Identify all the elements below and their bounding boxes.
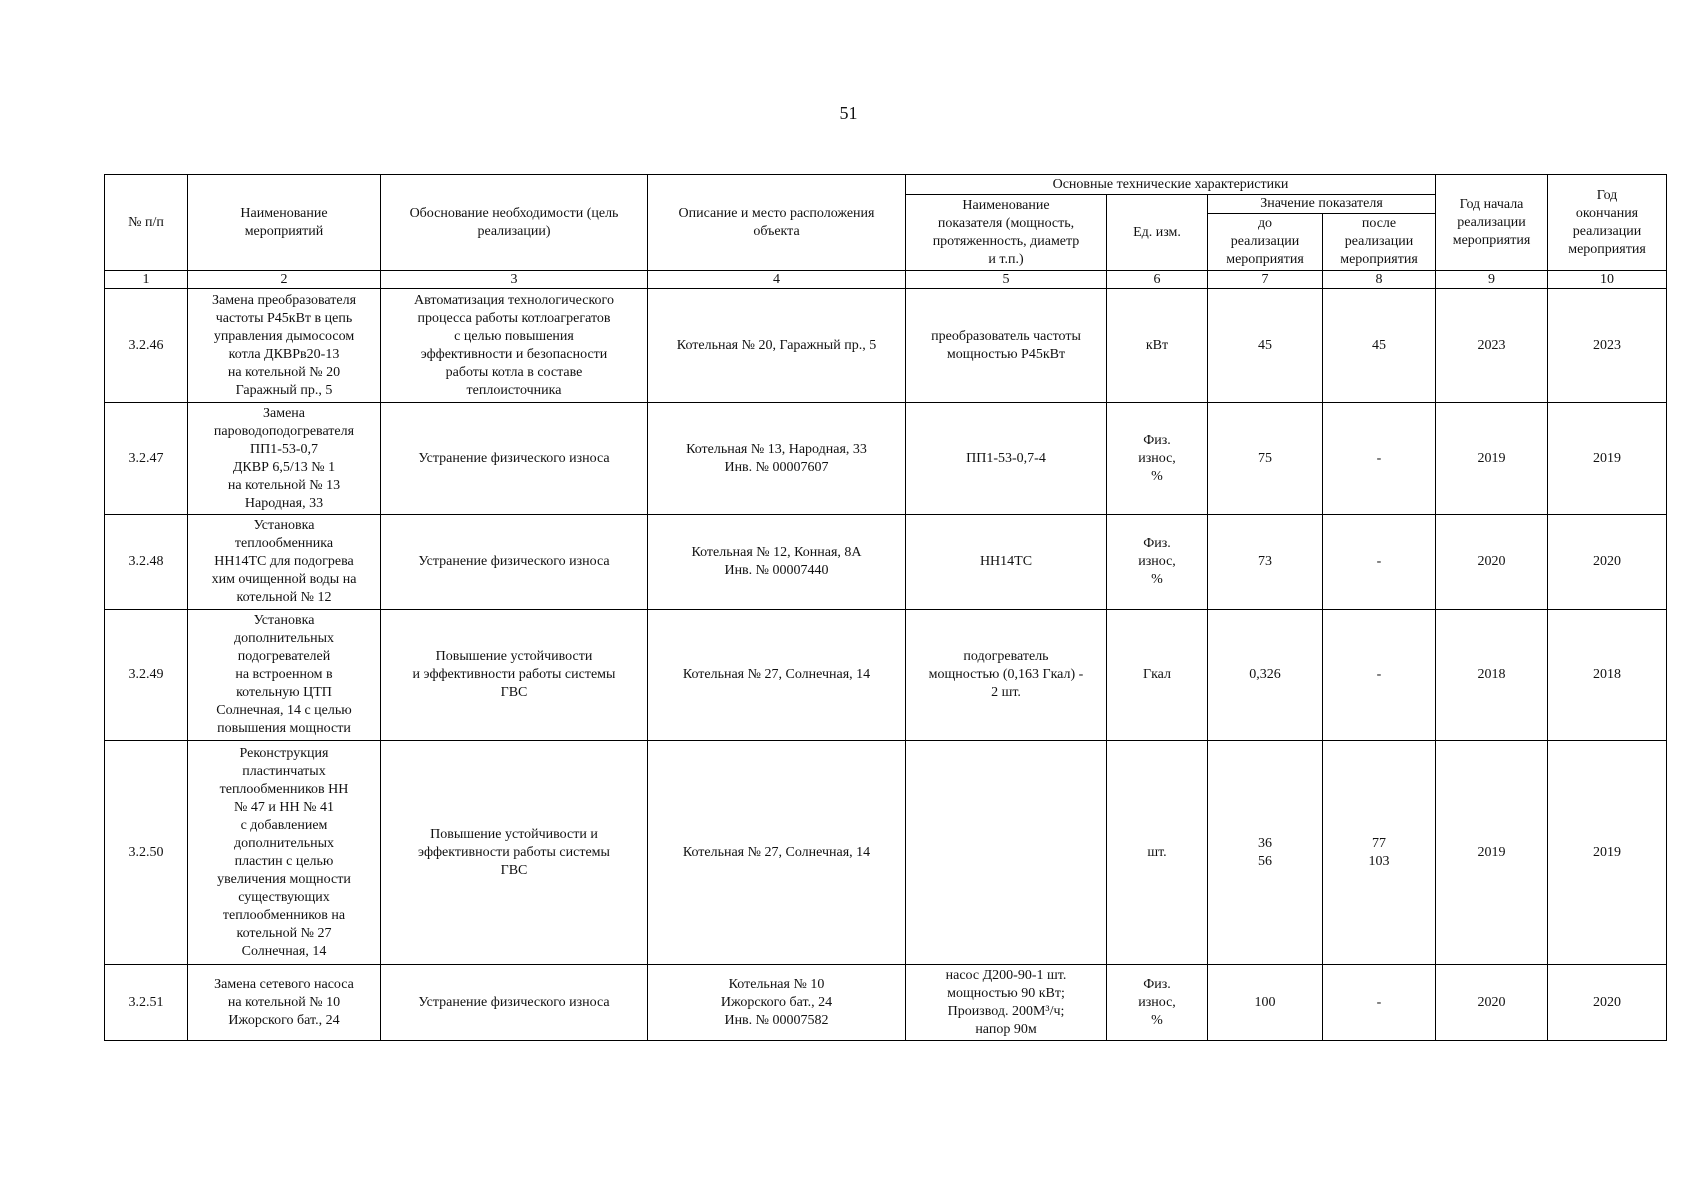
row-name: Установка дополнительных подогревателей на встроенном в котельную ЦТП Солнечная, 14 с целью повышения мощности bbox=[188, 610, 381, 741]
table-row bbox=[105, 610, 1667, 741]
row-reason: Повышение устойчивости и эффективности работы системы ГВС bbox=[381, 610, 648, 741]
row-start-year: 2019 bbox=[1436, 741, 1548, 965]
column-number-row bbox=[105, 271, 1667, 289]
row-indicator: подогреватель мощностью (0,163 Гкал) - 2 шт. bbox=[906, 610, 1107, 741]
row-name: Замена пароводоподогревателя ПП1-53-0,7 ДКВР 6,5/13 № 1 на котельной № 13 Народная, 33 bbox=[188, 403, 381, 515]
row-indicator: НН14ТС bbox=[906, 515, 1107, 610]
row-name: Замена преобразователя частоты P45кВт в цепь управления дымососом котла ДКВРв20-13 на котельной № 20 Гаражный пр., 5 bbox=[188, 289, 381, 403]
row-reason: Устранение физического износа bbox=[381, 965, 648, 1041]
row-description: Котельная № 27, Солнечная, 14 bbox=[648, 610, 906, 741]
table-row bbox=[105, 965, 1667, 1041]
row-after: 45 bbox=[1323, 289, 1436, 403]
column-number: 10 bbox=[1548, 271, 1667, 289]
table-row bbox=[105, 515, 1667, 610]
row-unit: Физ. износ, % bbox=[1107, 965, 1208, 1041]
row-start-year: 2018 bbox=[1436, 610, 1548, 741]
column-number: 4 bbox=[648, 271, 906, 289]
row-end-year: 2020 bbox=[1548, 515, 1667, 610]
row-unit: Физ. износ, % bbox=[1107, 403, 1208, 515]
column-number: 8 bbox=[1323, 271, 1436, 289]
header-after: после реализации мероприятия bbox=[1323, 214, 1436, 271]
row-name: Установка теплообменника НН14ТС для подогрева хим очищенной воды на котельной № 12 bbox=[188, 515, 381, 610]
row-start-year: 2023 bbox=[1436, 289, 1548, 403]
page-number: 51 bbox=[839, 103, 858, 123]
row-reason: Устранение физического износа bbox=[381, 515, 648, 610]
row-after: 77 103 bbox=[1323, 741, 1436, 965]
row-reason: Повышение устойчивости и эффективности работы системы ГВС bbox=[381, 741, 648, 965]
row-description: Котельная № 13, Народная, 33 Инв. № 00007607 bbox=[648, 403, 906, 515]
row-before: 36 56 bbox=[1208, 741, 1323, 965]
row-end-year: 2023 bbox=[1548, 289, 1667, 403]
row-end-year: 2018 bbox=[1548, 610, 1667, 741]
row-description: Котельная № 12, Конная, 8А Инв. № 00007440 bbox=[648, 515, 906, 610]
row-num: 3.2.47 bbox=[105, 403, 188, 515]
row-name: Реконструкция пластинчатых теплообменников НН № 47 и НН № 41 с добавлением дополнительных пластин с целью увеличения мощности существующих теплообменников на котельной № 27 Солнечная, 14 bbox=[188, 741, 381, 965]
row-after: - bbox=[1323, 515, 1436, 610]
row-unit: кВт bbox=[1107, 289, 1208, 403]
header-name: Наименование мероприятий bbox=[188, 175, 381, 271]
header-num: № п/п bbox=[105, 175, 188, 271]
table-row bbox=[105, 741, 1667, 965]
row-indicator bbox=[906, 741, 1107, 965]
row-after: - bbox=[1323, 610, 1436, 741]
row-unit: Физ. износ, % bbox=[1107, 515, 1208, 610]
header-row-1 bbox=[105, 175, 1667, 195]
row-unit: шт. bbox=[1107, 741, 1208, 965]
header-unit: Ед. изм. bbox=[1107, 195, 1208, 271]
row-indicator: насос Д200-90-1 шт. мощностью 90 кВт; Производ. 200М³/ч; напор 90м bbox=[906, 965, 1107, 1041]
row-indicator: преобразователь частоты мощностью P45кВт bbox=[906, 289, 1107, 403]
row-after: - bbox=[1323, 965, 1436, 1041]
row-start-year: 2020 bbox=[1436, 965, 1548, 1041]
table-row bbox=[105, 403, 1667, 515]
header-start-year: Год начала реализации мероприятия bbox=[1436, 175, 1548, 271]
column-number: 2 bbox=[188, 271, 381, 289]
header-before: до реализации мероприятия bbox=[1208, 214, 1323, 271]
column-number: 3 bbox=[381, 271, 648, 289]
row-description: Котельная № 20, Гаражный пр., 5 bbox=[648, 289, 906, 403]
row-description: Котельная № 27, Солнечная, 14 bbox=[648, 741, 906, 965]
table-row bbox=[105, 289, 1667, 403]
row-end-year: 2020 bbox=[1548, 965, 1667, 1041]
row-end-year: 2019 bbox=[1548, 403, 1667, 515]
row-end-year: 2019 bbox=[1548, 741, 1667, 965]
row-num: 3.2.49 bbox=[105, 610, 188, 741]
column-number: 6 bbox=[1107, 271, 1208, 289]
row-reason: Устранение физического износа bbox=[381, 403, 648, 515]
row-num: 3.2.50 bbox=[105, 741, 188, 965]
row-before: 73 bbox=[1208, 515, 1323, 610]
row-num: 3.2.48 bbox=[105, 515, 188, 610]
header-indicator: Наименование показателя (мощность, протяженность, диаметр и т.п.) bbox=[906, 195, 1107, 271]
header-end-year: Год окончания реализации мероприятия bbox=[1548, 175, 1667, 271]
row-num: 3.2.46 bbox=[105, 289, 188, 403]
row-description: Котельная № 10 Ижорского бат., 24 Инв. № 00007582 bbox=[648, 965, 906, 1041]
header-tech-group: Основные технические характеристики bbox=[906, 175, 1436, 195]
row-indicator: ПП1-53-0,7-4 bbox=[906, 403, 1107, 515]
row-before: 0,326 bbox=[1208, 610, 1323, 741]
row-before: 100 bbox=[1208, 965, 1323, 1041]
column-number: 7 bbox=[1208, 271, 1323, 289]
row-before: 45 bbox=[1208, 289, 1323, 403]
header-reason: Обоснование необходимости (цель реализации) bbox=[381, 175, 648, 271]
row-start-year: 2019 bbox=[1436, 403, 1548, 515]
measures-table bbox=[104, 174, 1667, 1041]
column-number: 9 bbox=[1436, 271, 1548, 289]
header-description: Описание и место расположения объекта bbox=[648, 175, 906, 271]
column-number: 5 bbox=[906, 271, 1107, 289]
row-num: 3.2.51 bbox=[105, 965, 188, 1041]
row-reason: Автоматизация технологического процесса работы котлоагрегатов с целью повышения эффективности и безопасности работы котла в составе теплоисточника bbox=[381, 289, 648, 403]
row-unit: Гкал bbox=[1107, 610, 1208, 741]
row-after: - bbox=[1323, 403, 1436, 515]
row-before: 75 bbox=[1208, 403, 1323, 515]
header-value-group: Значение показателя bbox=[1208, 195, 1436, 214]
row-start-year: 2020 bbox=[1436, 515, 1548, 610]
row-name: Замена сетевого насоса на котельной № 10 Ижорского бат., 24 bbox=[188, 965, 381, 1041]
column-number: 1 bbox=[105, 271, 188, 289]
